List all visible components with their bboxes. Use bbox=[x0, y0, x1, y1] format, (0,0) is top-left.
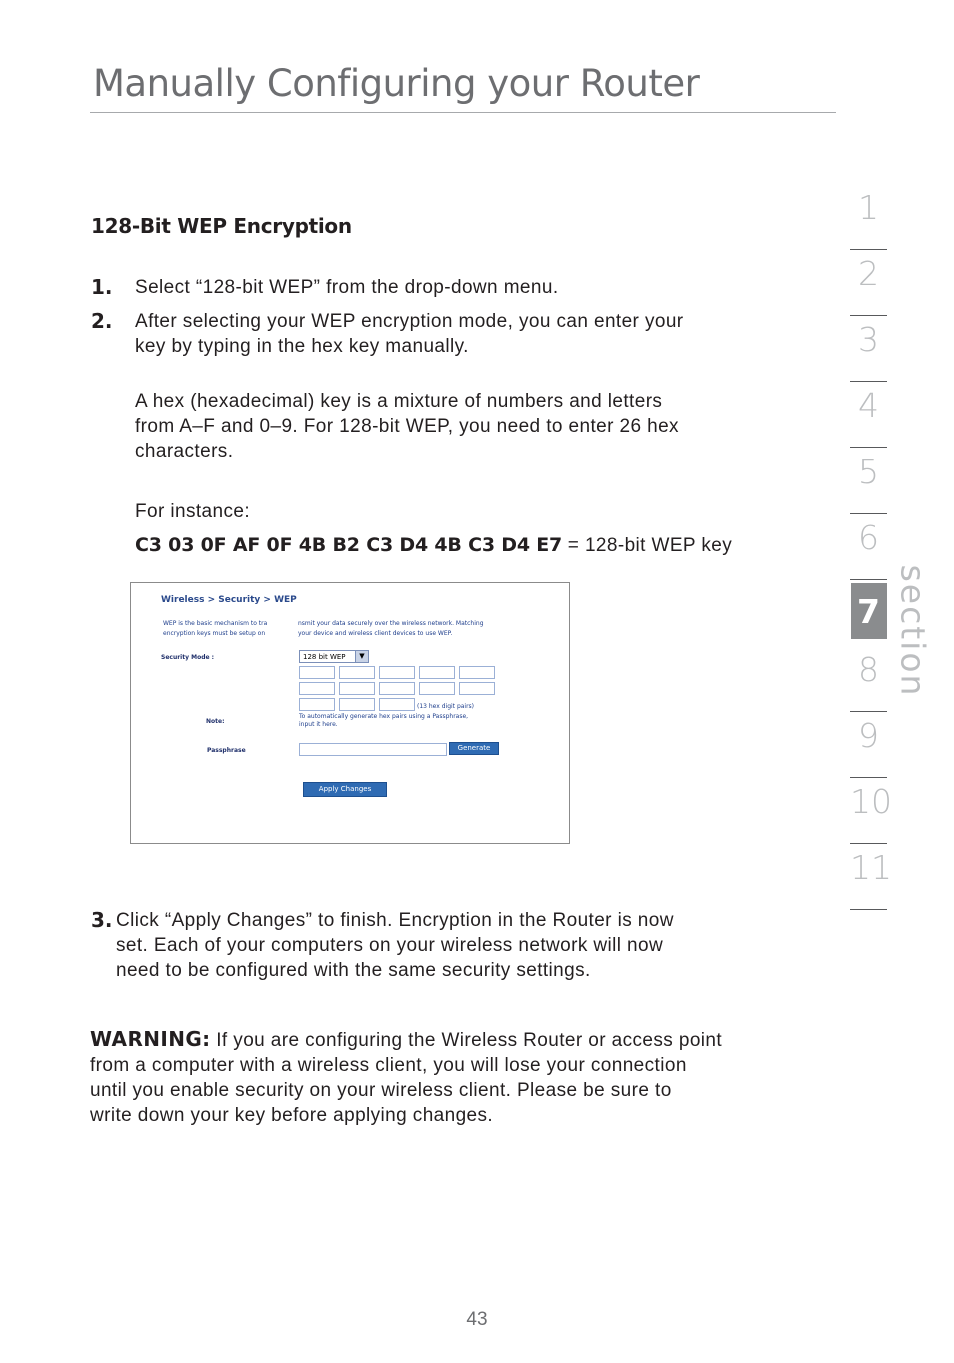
step-2-number: 2. bbox=[91, 309, 113, 333]
hex-key-field[interactable] bbox=[459, 682, 495, 695]
section-tab-label: 4 bbox=[858, 386, 879, 425]
section-tab-9[interactable] bbox=[850, 712, 887, 778]
section-tab-6[interactable] bbox=[850, 514, 887, 580]
section-tab-3[interactable] bbox=[850, 316, 887, 382]
hex-key-field[interactable] bbox=[299, 698, 335, 711]
hex-key-field[interactable] bbox=[419, 682, 455, 695]
section-vertical-label bbox=[893, 564, 933, 698]
figure-breadcrumb: Wireless > Security > WEP bbox=[161, 595, 297, 605]
step-3-line: need to be configured with the same security settings. bbox=[116, 960, 591, 981]
warning-paragraph bbox=[90, 1027, 722, 1128]
section-tab-label: 1 bbox=[858, 188, 879, 227]
hex-info bbox=[135, 389, 679, 464]
section-label-text: section bbox=[893, 564, 933, 698]
figure-desc-line: nsmit your data securely over the wireless network. Matching bbox=[298, 620, 484, 627]
step-3-line: set. Each of your computers on your wireless network will now bbox=[116, 935, 664, 956]
security-mode-label: Security Mode : bbox=[161, 654, 215, 661]
section-tab-10[interactable] bbox=[850, 778, 892, 844]
figure-desc-line: WEP is the basic mechanism to tra bbox=[163, 620, 268, 627]
section-tab-label: 8 bbox=[858, 650, 879, 689]
section-tab-label: 2 bbox=[858, 254, 879, 293]
section-tab-label: 11 bbox=[850, 848, 892, 887]
section-heading: 128-Bit WEP Encryption bbox=[91, 214, 352, 238]
section-tab-label: 5 bbox=[858, 452, 879, 491]
hex-key-field[interactable] bbox=[459, 666, 495, 679]
warning-line: write down your key before applying changes. bbox=[90, 1105, 494, 1126]
section-tab-7-active[interactable] bbox=[850, 580, 887, 646]
page-number: 43 bbox=[466, 1309, 488, 1330]
step-2-line: key by typing in the hex key manually. bbox=[135, 336, 469, 357]
step-3-text bbox=[116, 908, 674, 983]
dropdown-arrow-icon: ▼ bbox=[355, 651, 368, 662]
page-title: Manually Configuring your Router bbox=[93, 62, 700, 105]
hex-info-line: from A–F and 0–9. For 128-bit WEP, you need to enter 26 hex bbox=[135, 416, 679, 437]
warning-label: WARNING: bbox=[90, 1027, 211, 1051]
step-3-line: Click “Apply Changes” to finish. Encryption in the Router is now bbox=[116, 910, 674, 931]
hex-info-line: A hex (hexadecimal) key is a mixture of numbers and letters bbox=[135, 391, 663, 412]
note-text-line: input it here. bbox=[299, 721, 338, 728]
hex-key-field[interactable] bbox=[379, 682, 415, 695]
hex-key-field[interactable] bbox=[339, 666, 375, 679]
hex-hint: (13 hex digit pairs) bbox=[417, 703, 475, 710]
hex-key-field[interactable] bbox=[419, 666, 455, 679]
example-key-line bbox=[135, 533, 732, 558]
section-tab-label: 7 bbox=[857, 592, 880, 631]
section-tab-label: 6 bbox=[858, 518, 879, 557]
hex-info-line: characters. bbox=[135, 441, 234, 462]
figure-description-right bbox=[298, 619, 484, 639]
step-1-number: 1. bbox=[91, 275, 113, 299]
section-tab-2[interactable] bbox=[850, 250, 887, 316]
title-rule bbox=[90, 112, 836, 113]
figure-desc-line: your device and wireless client devices to use WEP. bbox=[298, 630, 453, 637]
figure-desc-line: encryption keys must be setup on bbox=[163, 630, 266, 637]
section-tab-5[interactable] bbox=[850, 448, 887, 514]
section-tab-label: 10 bbox=[850, 782, 892, 821]
passphrase-input[interactable] bbox=[299, 743, 447, 756]
note-label: Note: bbox=[206, 718, 225, 725]
example-key-suffix: = 128-bit WEP key bbox=[562, 535, 733, 556]
generate-button[interactable]: Generate bbox=[449, 742, 499, 755]
warning-line: from a computer with a wireless client, you will lose your connection bbox=[90, 1055, 687, 1076]
note-text bbox=[299, 713, 468, 729]
instance-label: For instance: bbox=[135, 501, 251, 522]
hex-key-field[interactable] bbox=[299, 666, 335, 679]
wep-settings-screenshot bbox=[130, 582, 570, 844]
hex-key-field[interactable] bbox=[299, 682, 335, 695]
note-text-line: To automatically generate hex pairs using a Passphrase, bbox=[299, 713, 469, 720]
section-nav bbox=[850, 184, 892, 910]
step-1-text: Select “128-bit WEP” from the drop-down menu. bbox=[135, 277, 559, 298]
section-tab-8[interactable] bbox=[850, 646, 887, 712]
figure-description-left bbox=[163, 619, 267, 639]
hex-key-field[interactable] bbox=[379, 698, 415, 711]
section-tab-1[interactable] bbox=[850, 184, 887, 250]
step-2-text bbox=[135, 309, 684, 359]
step-2-line: After selecting your WEP encryption mode, you can enter your bbox=[135, 311, 684, 332]
passphrase-label: Passphrase bbox=[207, 747, 246, 754]
hex-key-field[interactable] bbox=[379, 666, 415, 679]
section-tab-4[interactable] bbox=[850, 382, 887, 448]
example-key: C3 03 0F AF 0F 4B B2 C3 D4 4B C3 D4 E7 bbox=[135, 534, 563, 556]
warning-line: If you are configuring the Wireless Router or access point bbox=[210, 1030, 723, 1051]
section-tab-label: 9 bbox=[858, 716, 879, 755]
security-mode-value: 128 bit WEP bbox=[303, 653, 346, 661]
warning-line: until you enable security on your wireless client. Please be sure to bbox=[90, 1080, 672, 1101]
hex-key-field[interactable] bbox=[339, 698, 375, 711]
security-mode-select[interactable] bbox=[299, 650, 369, 663]
step-3-number: 3. bbox=[91, 908, 113, 932]
section-tab-label: 3 bbox=[858, 320, 879, 359]
apply-changes-button[interactable]: Apply Changes bbox=[303, 782, 387, 797]
hex-key-field[interactable] bbox=[339, 682, 375, 695]
section-tab-11[interactable] bbox=[850, 844, 892, 910]
